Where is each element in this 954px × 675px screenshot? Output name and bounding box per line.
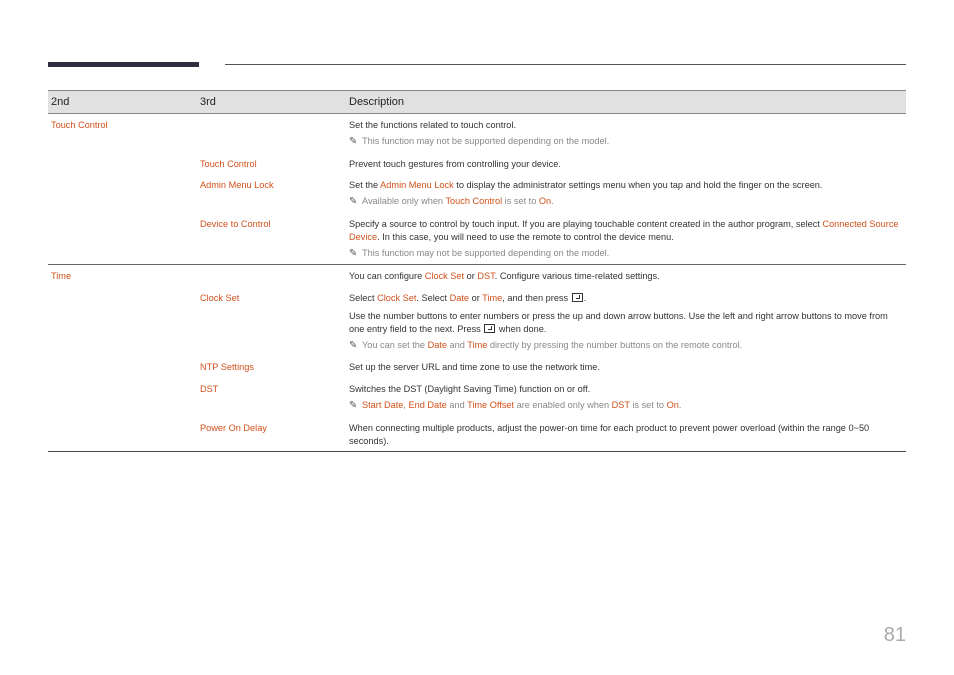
pencil-note-icon: ✎ <box>349 399 358 411</box>
enter-key-icon <box>484 324 495 333</box>
pencil-note-icon: ✎ <box>349 196 358 208</box>
description-cell <box>346 378 906 417</box>
note: ✎ Start Date, End Date and Time Offset are enabled only when DST is set to On. <box>349 399 682 411</box>
description-cell <box>346 213 906 265</box>
enter-key-icon <box>572 293 583 302</box>
description-text: When connecting multiple products, adjust the power-on time for each product to prevent power overload (within the range 0~50 seconds). <box>346 417 906 452</box>
column-header-3rd: 3rd <box>197 91 346 114</box>
description-text: Specify a source to control by touch input. If you are playing touchable content created in the author program, select Connected Source Device. In this case, you will need to use the remote to control the device menu. <box>349 218 899 242</box>
menu-time: Time <box>48 265 197 287</box>
pencil-note-icon: ✎ <box>349 247 358 259</box>
note: ✎ This function may not be supported depending on the model. <box>349 247 610 259</box>
submenu-power-on-delay: Power On Delay <box>197 417 346 452</box>
submenu-touch-control: Touch Control <box>200 158 257 169</box>
table-row <box>48 378 906 417</box>
submenu-device-to-control: Device to Control <box>200 218 271 229</box>
submenu-ntp-settings: NTP Settings <box>200 362 254 373</box>
description-text: Set up the server URL and time zone to use the network time. <box>349 362 600 373</box>
pencil-note-icon: ✎ <box>349 135 358 147</box>
menu-touch-control: Touch Control <box>51 120 108 130</box>
table-row <box>48 287 906 356</box>
table-row <box>48 265 906 287</box>
description-text: Prevent touch gestures from controlling your device. <box>349 158 561 169</box>
header-rule <box>225 64 906 65</box>
pencil-note-icon: ✎ <box>349 339 358 351</box>
description-text: Set the Admin Menu Lock to display the administrator settings menu when you tap and hold the finger on the screen. <box>349 180 823 191</box>
table-row <box>48 174 906 213</box>
description-text: Select Clock Set. Select Date or Time, and then press . <box>349 293 587 304</box>
table-header-row <box>48 91 906 114</box>
table-row <box>48 153 906 175</box>
table-row <box>48 213 906 265</box>
column-header-description: Description <box>346 91 906 114</box>
page-number: 81 <box>883 624 906 646</box>
description-text: Set the functions related to touch control. <box>349 120 517 130</box>
description-text: You can configure Clock Set or DST. Configure various time-related settings. <box>346 265 906 287</box>
description-text: Use the number buttons to enter numbers or press the up and down arrow buttons. Use the left and right arrow buttons to move from one entry field to the next. Press when done. <box>349 310 888 334</box>
description-text: Switches the DST (Daylight Saving Time) function on or off. <box>349 384 591 395</box>
description-cell <box>346 287 906 356</box>
settings-table <box>48 90 906 452</box>
description-cell <box>346 114 906 153</box>
table-row <box>48 114 906 153</box>
table-row <box>48 356 906 378</box>
note: ✎ This function may not be supported depending on the model. <box>349 135 610 147</box>
table-row <box>48 417 906 452</box>
header-accent-bar <box>48 62 199 67</box>
submenu-admin-menu-lock: Admin Menu Lock <box>200 180 274 191</box>
submenu-dst: DST <box>200 384 219 395</box>
column-header-2nd: 2nd <box>48 91 197 114</box>
description-cell <box>346 174 906 213</box>
note: ✎ You can set the Date and Time directly by pressing the number buttons on the remote control. <box>349 339 743 351</box>
submenu-clock-set: Clock Set <box>200 293 240 304</box>
note: ✎ Available only when Touch Control is set to On. <box>349 196 554 208</box>
